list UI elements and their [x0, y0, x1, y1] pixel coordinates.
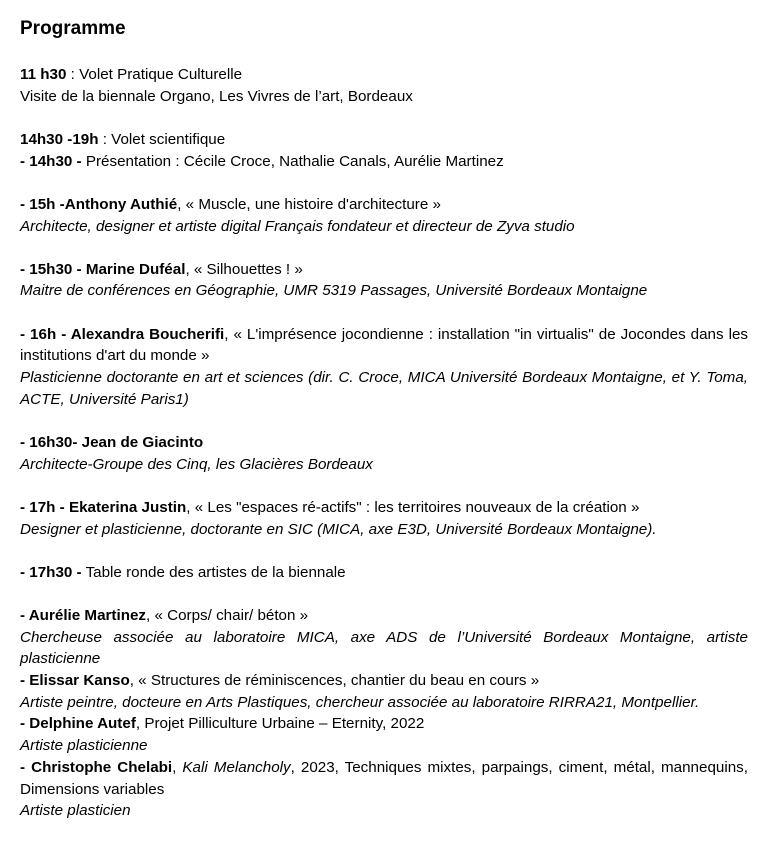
artwork-title: Kali Melancholy — [182, 758, 291, 776]
artist-name: - Elissar Kanso — [20, 672, 130, 690]
artist-description: Artiste plasticien — [20, 802, 131, 820]
artist-description: Artiste peintre, docteure en Arts Plastiques, chercheur associée au laboratoire RIRRA21, Montpellier. — [20, 693, 700, 711]
talk-title — [20, 194, 748, 216]
presentation-names: Présentation : Cécile Croce, Nathalie Canals, Aurélie Martinez — [81, 152, 504, 170]
speaker-description: Architecte-Groupe des Cinq, les Glacières Bordeaux — [20, 455, 373, 473]
artwork-title: , Projet Pilliculture Urbaine – Eternity, 2022 — [135, 715, 425, 733]
artwork-details: , 2023, Techniques mixtes, parpaings, ciment, métal, mannequins, Dimensions variables — [20, 758, 748, 798]
page-title: Programme — [20, 18, 126, 39]
speaker-description: Designer et plasticienne, doctorante en SIC (MICA, axe E3D, Université Bordeaux Montaigne). — [20, 520, 657, 538]
artist-title — [20, 605, 748, 627]
speaker-description: Maitre de conférences en Géographie, UMR 5319 Passages, Université Bordeaux Montaigne — [20, 282, 648, 300]
artist-title: - Christophe Chelabi, Kali Melancholy, 2023, Techniques mixtes, parpaings, ciment, métal, mannequins, Dimensions variables — [20, 758, 748, 798]
talk-name: , « Les "espaces ré-actifs" : les territoires nouveaux de la création » — [186, 498, 640, 516]
time-label: - 14h30 - — [20, 152, 82, 170]
talk-name: , « L'imprésence jocondienne : installation "in virtualis" de Jocondes dans les institutions d'art du monde » — [20, 325, 749, 365]
speaker-description: Architecte, designer et artiste digital Français fondateur et directeur de Zyva studio — [20, 217, 575, 235]
talk-name: , « Silhouettes ! » — [185, 260, 303, 278]
speaker-name: - 17h - Ekaterina Justin — [20, 498, 187, 516]
session-line — [20, 64, 748, 86]
speaker-name: - 15h30 - Marine Duféal — [20, 260, 186, 278]
speaker-name: - 15h -Anthony Authié — [20, 195, 178, 213]
speaker-name: - 16h - Alexandra Boucherifi — [20, 325, 225, 343]
artist-name: - Delphine Autef — [20, 715, 136, 733]
time-label: 11 h30 — [20, 66, 67, 83]
session-title: : Volet Pratique Culturelle — [66, 66, 243, 83]
presentation-line — [20, 151, 748, 173]
session-description: Visite de la biennale Organo, Les Vivres de l’art, Bordeaux — [20, 87, 413, 105]
talk-name: , « Muscle, une histoire d'architecture » — [177, 195, 441, 213]
artist-description: Artiste plasticienne — [20, 737, 148, 755]
artist-title — [20, 670, 748, 692]
round-table-line — [20, 562, 748, 584]
talk-title — [20, 259, 748, 281]
session-title: : Volet scientifique — [98, 130, 226, 148]
speaker-name: - 16h30- Jean de Giacinto — [20, 433, 204, 451]
talk-title — [20, 324, 748, 367]
round-table-title: Table ronde des artistes de la biennale — [81, 563, 346, 581]
talk-title — [20, 432, 748, 454]
artist-name: - Aurélie Martinez — [20, 606, 147, 624]
artwork-title: , « Corps/ chair/ béton » — [146, 606, 309, 624]
time-label: 14h30 -19h — [20, 130, 99, 148]
artist-description: Chercheuse associée au laboratoire MICA, axe ADS de l’Université Bordeaux Montaigne, artiste plasticienne — [20, 628, 748, 668]
talk-title — [20, 497, 748, 519]
speaker-description: Plasticienne doctorante en art et sciences (dir. C. Croce, MICA Université Bordeaux Montaigne, et Y. Toma, ACTE, Université Paris1) — [20, 369, 748, 408]
session-line — [20, 129, 748, 151]
time-label: - 17h30 - — [20, 563, 82, 581]
artwork-title: , « Structures de réminiscences, chantier du beau en cours » — [129, 672, 540, 690]
artist-title — [20, 713, 748, 735]
artist-name: - Christophe Chelabi — [20, 758, 173, 776]
